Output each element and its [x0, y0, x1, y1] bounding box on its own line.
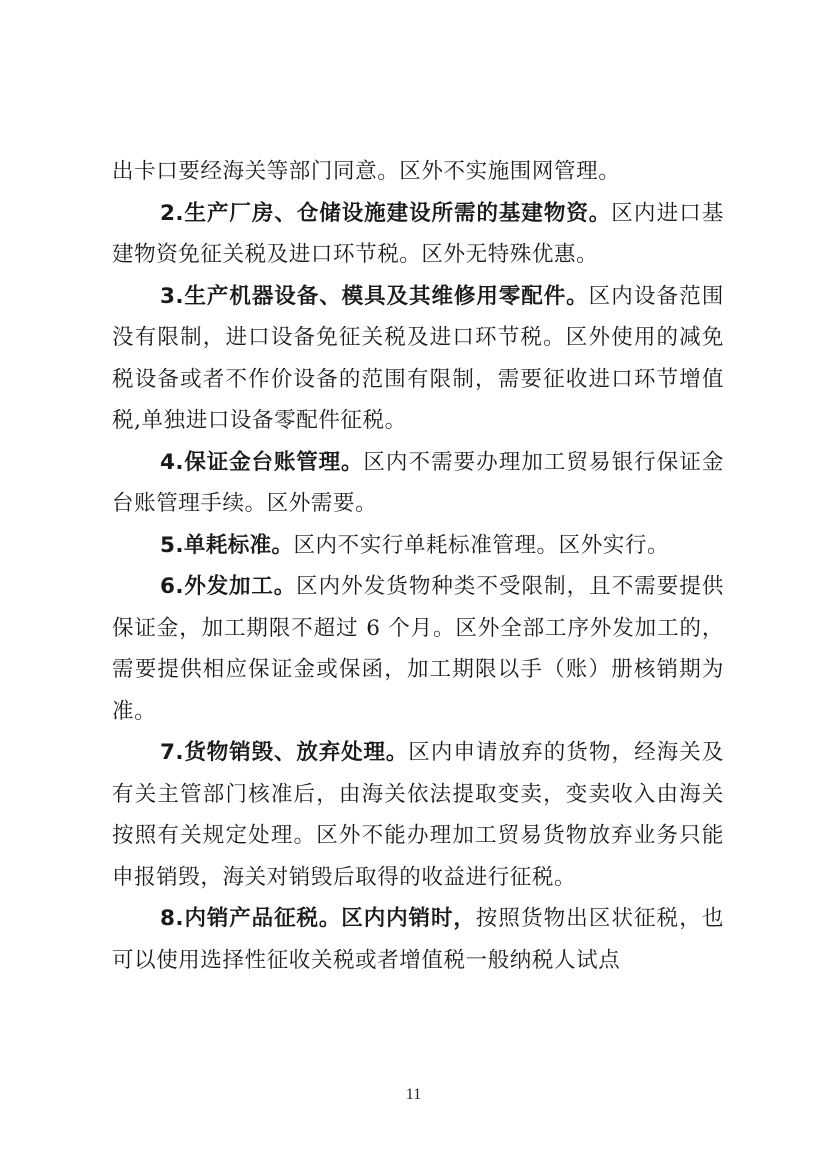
paragraph-2-text: 区内进口基建物资免征关税及进口环节税。区外无特殊优惠。	[112, 200, 724, 267]
paragraph-6	[112, 566, 724, 732]
paragraph-3-text: 区内设备范围没有限制，进口设备免征关税及进口环节税。区外使用的减免税设备或者不作价设备的范围有限制，需要征收进口环节增值税,单独进口设备零配件征税。	[112, 283, 724, 433]
paragraph-1-text: 出卡口要经海关等部门同意。区外不实施围网管理。	[112, 159, 621, 184]
paragraph-2-heading: 2.生产厂房、仓储设施建设所需的基建物资。	[160, 200, 612, 226]
paragraph-4-heading: 4.保证金台账管理。	[160, 449, 364, 475]
paragraph-7-heading: 7.货物销毁、放弃处理。	[160, 740, 409, 765]
paragraph-5-text: 区内不实行单耗标准管理。区外实行。	[293, 532, 670, 558]
paragraph-4	[112, 442, 724, 525]
paragraph-5	[112, 525, 724, 567]
paragraph-4-text: 区内不需要办理加工贸易银行保证金台账管理手续。区外需要。	[112, 449, 724, 516]
paragraph-8	[112, 898, 724, 981]
paragraph-8-text: 按照货物出区状征税，也可以使用选择性征收关税或者增值税一般纳税人试点	[112, 906, 724, 973]
paragraph-1	[112, 151, 724, 193]
paragraph-7-text: 区内申请放弃的货物，经海关及有关主管部门核准后，由海关依法提取变卖，变卖收入由海关按照有关规定处理。区外不能办理加工贸易货物放弃业务只能申报销毁，海关对销毁后取得的收益进行征税。	[112, 740, 724, 890]
body-text	[112, 151, 724, 981]
paragraph-5-heading: 5.单耗标准。	[160, 532, 294, 558]
paragraph-3	[112, 276, 724, 442]
paragraph-6-text: 区内外发货物种类不受限制，且不需要提供保证金，加工期限不超过 6 个月。区外全部工序外发加工的，需要提供相应保证金或保函，加工期限以手（账）册核销期为准。	[112, 574, 724, 724]
paragraph-3-heading: 3.生产机器设备、模具及其维修用零配件。	[160, 283, 589, 309]
paragraph-7	[112, 732, 724, 898]
paragraph-2	[112, 193, 724, 276]
paragraph-8-heading: 8.内销产品征税。区内内销时，	[160, 906, 476, 931]
paragraph-6-heading: 6.外发加工。	[160, 574, 297, 599]
page-number: 11	[405, 1086, 422, 1103]
